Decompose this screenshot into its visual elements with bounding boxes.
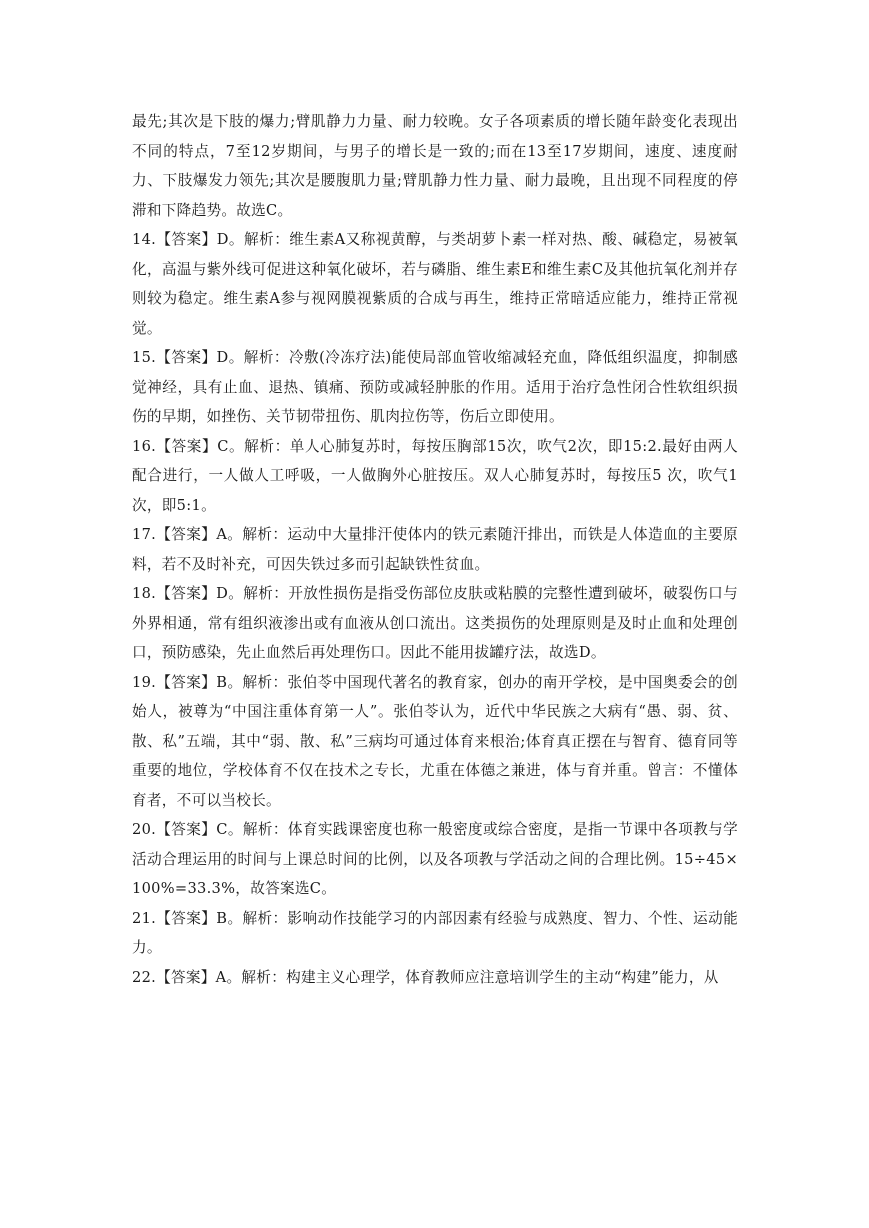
answer-17: 17.【答案】A。解析：运动中大量排汗使体内的铁元素随汗排出，而铁是人体造血的主要原料，若不及时补充，可因失铁过多而引起缺铁性贫血。 — [132, 526, 738, 573]
answer-19: 19.【答案】B。解析：张伯苓中国现代著名的教育家，创办的南开学校，是中国奥委会的创始人，被尊为“中国注重体育第一人”。张伯苓认为，近代中华民族之大病有“愚、弱、贫、散、私”五端，其中“弱、散、私”三病均可通过体育来根治;体育真正摆在与智育、德育同等重要的地位，学校体育不仅在技术之专长，尤重在体德之兼进，体与育并重。曾言：不懂体育者，不可以当校长。 — [132, 673, 738, 809]
answer-14: 14.【答案】D。解析：维生素A又称视黄醇，与类胡萝卜素一样对热、酸、碱稳定，易被氧化，高温与紫外线可促进这种氧化破坏，若与磷脂、维生素E和维生素C及其他抗氧化剂并存则较为稳定。维生素A参与视网膜视紫质的合成与再生，维持正常暗适应能力，维持正常视觉。 — [132, 231, 738, 337]
answer-21: 21.【答案】B。解析：影响动作技能学习的内部因素有经验与成熟度、智力、个性、运动能力。 — [132, 909, 738, 956]
paragraph-13-continued: 最先;其次是下肢的爆力;臂肌静力力量、耐力较晚。女子各项素质的增长随年龄变化表现出不同的特点，7至12岁期间，与男子的增长是一致的;而在13至17岁期间，速度、速度耐力、下肢爆发力领先;其次是腰腹肌力量;臂肌静力性力量、耐力最晚，且出现不同程度的停滞和下降趋势。故选C。 — [132, 113, 738, 219]
answer-22: 22.【答案】A。解析：构建主义心理学，体育教师应注意培训学生的主动“构建”能力，从 — [132, 968, 719, 986]
answer-15: 15.【答案】D。解析：冷敷(冷冻疗法)能使局部血管收缩减轻充血，降低组织温度，抑制感觉神经，具有止血、退热、镇痛、预防或减轻肿胀的作用。适用于治疗急性闭合性软组织损伤的早期，如挫伤、关节韧带扭伤、肌肉拉伤等，伤后立即使用。 — [132, 349, 738, 425]
answer-20: 20.【答案】C。解析：体育实践课密度也称一般密度或综合密度，是指一节课中各项教与学活动合理运用的时间与上课总时间的比例，以及各项教与学活动之间的合理比例。15÷45×100%=33.3%，故答案选C。 — [132, 821, 738, 897]
answer-16: 16.【答案】C。解析：单人心肺复苏时，每按压胸部15次，吹气2次，即15:2.最好由两人配合进行，一人做人工呼吸，一人做胸外心脏按压。双人心肺复苏时，每按压5 次，吹气1次，即5:1。 — [132, 437, 738, 514]
answer-explanations — [132, 107, 738, 992]
answer-18: 18.【答案】D。解析：开放性损伤是指受伤部位皮肤或粘膜的完整性遭到破坏，破裂伤口与外界相通，常有组织液渗出或有血液从创口流出。这类损伤的处理原则是及时止血和处理创口，预防感染，先止血然后再处理伤口。因此不能用拔罐疗法，故选D。 — [132, 585, 738, 661]
